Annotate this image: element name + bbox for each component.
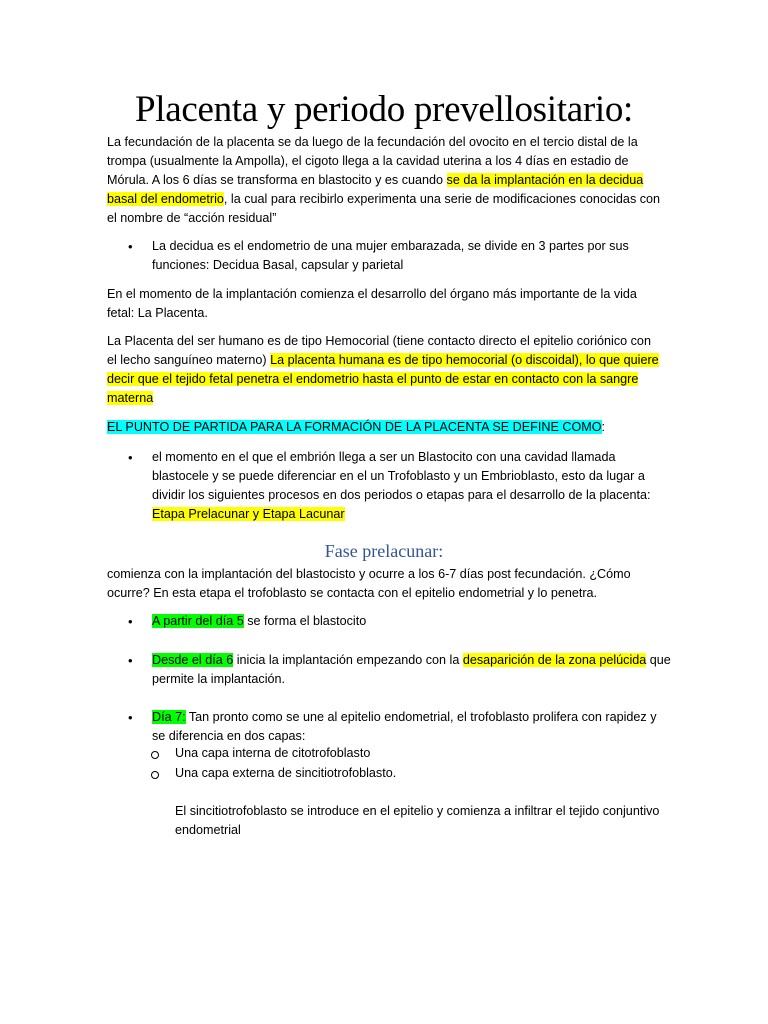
zona-pelucida-highlight: desaparición de la zona pelúcida [462,653,647,667]
bullet-dot: • [128,239,133,254]
day6-text-2: que permite la implantación. [152,653,671,686]
sincitio-paragraph: El sincitiotrofoblasto se introduce en el epitelio y comienza a infiltrar el tejido conjuntivo endometrial [175,804,660,837]
hemocorial-highlight: La placenta humana es de tipo hemocorial (o discoidal), lo que quiere decir que el tejido fetal penetra el endometrio hasta el punto de estar en contacto con la sangre materna [107,353,659,405]
document-title: Placenta y periodo prevellositario: [134,89,634,130]
starting-point-highlight: EL PUNTO DE PARTIDA PARA LA FORMACIÓN DE LA PLACENTA SE DEFINE COMO [107,420,602,434]
hemocorial-text: La Placenta del ser humano es de tipo Hemocorial (tiene contacto directo el epitelio coriónico con el lecho sanguíneo materno) [107,334,651,367]
section-heading: Fase prelacunar: [324,541,444,561]
day7-text: Tan pronto como se une al epitelio endometrial, el trofoblasto prolifera con rapidez y se diferencia en dos capas: [152,710,657,743]
subitem-citotrofoblasto: Una capa interna de citotrofoblasto [175,746,371,760]
implantation-paragraph: En el momento de la implantación comienza el desarrollo del órgano más importante de la vida fetal: La Placenta. [107,287,637,320]
day5-text: se forma el blastocito [243,614,367,628]
day5-item [152,612,672,631]
blastocyst-text: el momento en el que el embrión llega a ser un Blastocito con una cavidad llamada blastocele y se puede diferenciar en el un Trofoblasto y un Embrioblasto, esto da lugar a dividir los siguientes procesos en dos periodos o etapas para el desarrollo de la placenta: [152,450,651,502]
starting-point-suffix: : [601,420,606,434]
intro-text-1: La fecundación de la placenta se da luego de la fecundación del ovocito en el tercio distal de la trompa (usualmente la Ampolla), el cigoto llega a la cavidad uterina a los 4 días en estadio de Mórula. A los 6 días se transforma en blastocito y es cuando [107,135,638,187]
stages-highlight: Etapa Prelacunar y Etapa Lacunar [152,507,345,521]
sub-bullet-circle [151,771,159,779]
blastocyst-bullet-text [152,448,672,524]
prelacunar-paragraph: comienza con la implantación del blastocisto y ocurre a los 6-7 días post fecundación. ¿Cómo ocurre? En esta etapa el trofoblasto se contacta con el epitelio endometrial y lo penetra. [107,567,631,600]
day6-highlight: Desde el día 6 [152,653,234,667]
day7-highlight: Día 7: [152,710,186,724]
bullet-dot: • [128,710,133,725]
starting-point-paragraph [107,418,663,437]
hemocorial-paragraph [107,332,663,408]
bullet-dot: • [128,450,133,465]
day5-highlight: A partir del día 5 [152,614,244,628]
intro-paragraph [107,133,663,228]
subitem-sincitiotrofoblasto: Una capa externa de sincitiotrofoblasto. [175,766,397,780]
day7-item [152,708,672,746]
day6-item [152,651,672,689]
intro-text-2: , la cual para recibirlo experimenta una serie de modificaciones conocidas con el nombre de “acción residual” [107,192,661,225]
day6-text-1: inicia la implantación empezando con la [233,653,463,667]
sub-bullet-circle [151,751,159,759]
decidua-bullet-text: La decidua es el endometrio de una mujer embarazada, se divide en 3 partes por sus funciones: Decidua Basal, capsular y parietal [152,239,629,272]
bullet-dot: • [128,614,133,629]
bullet-dot: • [128,653,133,668]
intro-highlight: se da la implantación en la decidua basal del endometrio [107,173,644,206]
